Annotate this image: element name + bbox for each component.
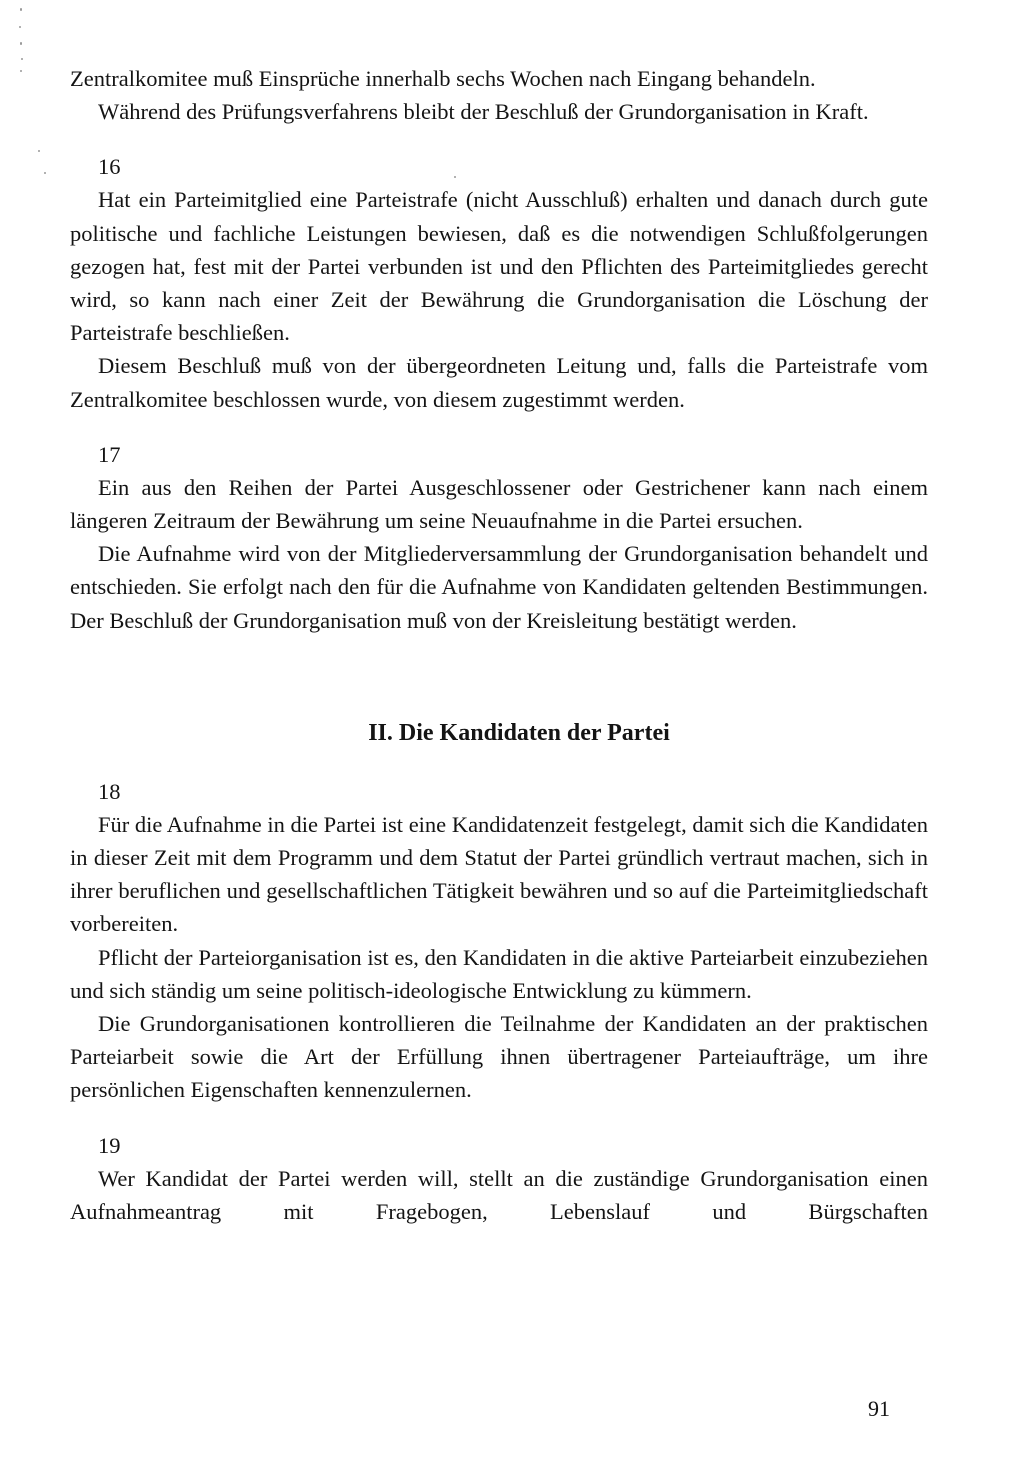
opening-continuation: Zentralkomitee muß Einsprüche innerhalb sechs Wochen nach Eingang behandeln. [70, 66, 816, 91]
section-18-paragraph-1: Für die Aufnahme in die Partei ist eine Kandidatenzeit festgelegt, damit sich die Kandidaten in dieser Zeit mit dem Programm und dem Statut der Partei gründlich vertraut machen, sich in ihrer beruflichen und gesellschaftlichen Tätigkeit bewähren und so auf die Parteimitgliedschaft vorbereiten. [70, 811, 928, 937]
section-17-paragraph-2: Die Aufnahme wird von der Mitgliederversammlung der Grundorganisation behandelt und entschieden. Sie erfolgt nach den für die Aufnahme von Kandidaten geltenden Bestimmungen. Der Beschluß der Grundorganisation muß von der Kreisleitung bestätigt werden. [70, 541, 928, 633]
scan-speck [20, 42, 22, 45]
section-17 [70, 438, 928, 637]
section-19-paragraph-1: Wer Kandidat der Partei werden will, stellt an die zuständige Grundorganisation einen Aufnahmeantrag mit Fragebogen, Lebenslauf und Bürgschaften [70, 1165, 928, 1224]
scan-speck [19, 26, 21, 28]
opening-paragraph: Während des Prüfungsverfahrens bleibt der Beschluß der Grundorganisation in Kraft. [98, 99, 869, 125]
chapter-title: II. Die Kandidaten der Partei [368, 719, 670, 746]
scan-speck [21, 58, 23, 60]
scan-speck [38, 150, 40, 152]
section-18-paragraph-2: Pflicht der Parteiorganisation ist es, den Kandidaten in die aktive Parteiarbeit einzubeziehen und sich ständig um seine politisch-ideologische Entwicklung zu kümmern. [70, 944, 928, 1003]
scan-speck [20, 70, 22, 72]
section-18-paragraph-3: Die Grundorganisationen kontrollieren die Teilnahme der Kandidaten an der praktischen Parteiarbeit sowie die Art der Erfüllung ihnen übertragener Parteiaufträge, um ihre persönlichen Eigenschaften kennenzulernen. [70, 1011, 928, 1103]
section-number: 17 [98, 441, 121, 467]
section-17-paragraph-1: Ein aus den Reihen der Partei Ausgeschlossener oder Gestrichener kann nach einem längeren Zeitraum der Bewährung um seine Neuaufnahme in die Partei ersuchen. [70, 474, 928, 534]
document-page [70, 62, 928, 1228]
section-number: 18 [98, 778, 121, 804]
section-18 [70, 775, 928, 1107]
section-16-paragraph-1: Hat ein Parteimitglied eine Parteistrafe (nicht Ausschluß) erhalten und danach durch gute politische und fachliche Leistungen bewiesen, daß es die notwendigen Schlußfolgerungen gezogen hat, fest mit der Partei verbunden ist und den Pflichten des Parteimitgliedes gerecht wird, so kann nach einer Zeit der Bewährung die Grundorganisation die Löschung der Parteistrafe beschließen. [70, 187, 928, 346]
page-number: 91 [868, 1396, 890, 1421]
section-number: 19 [98, 1132, 121, 1158]
scan-speck [20, 8, 22, 11]
section-number: 16 [98, 154, 121, 180]
section-16-paragraph-2: Diesem Beschluß muß von der übergeordneten Leitung und, falls die Parteistrafe vom Zentralkomitee beschlossen wurde, von diesem zugestimmt werden. [70, 353, 928, 412]
scan-speck [44, 172, 46, 174]
section-16 [70, 150, 928, 415]
section-19 [70, 1129, 928, 1228]
